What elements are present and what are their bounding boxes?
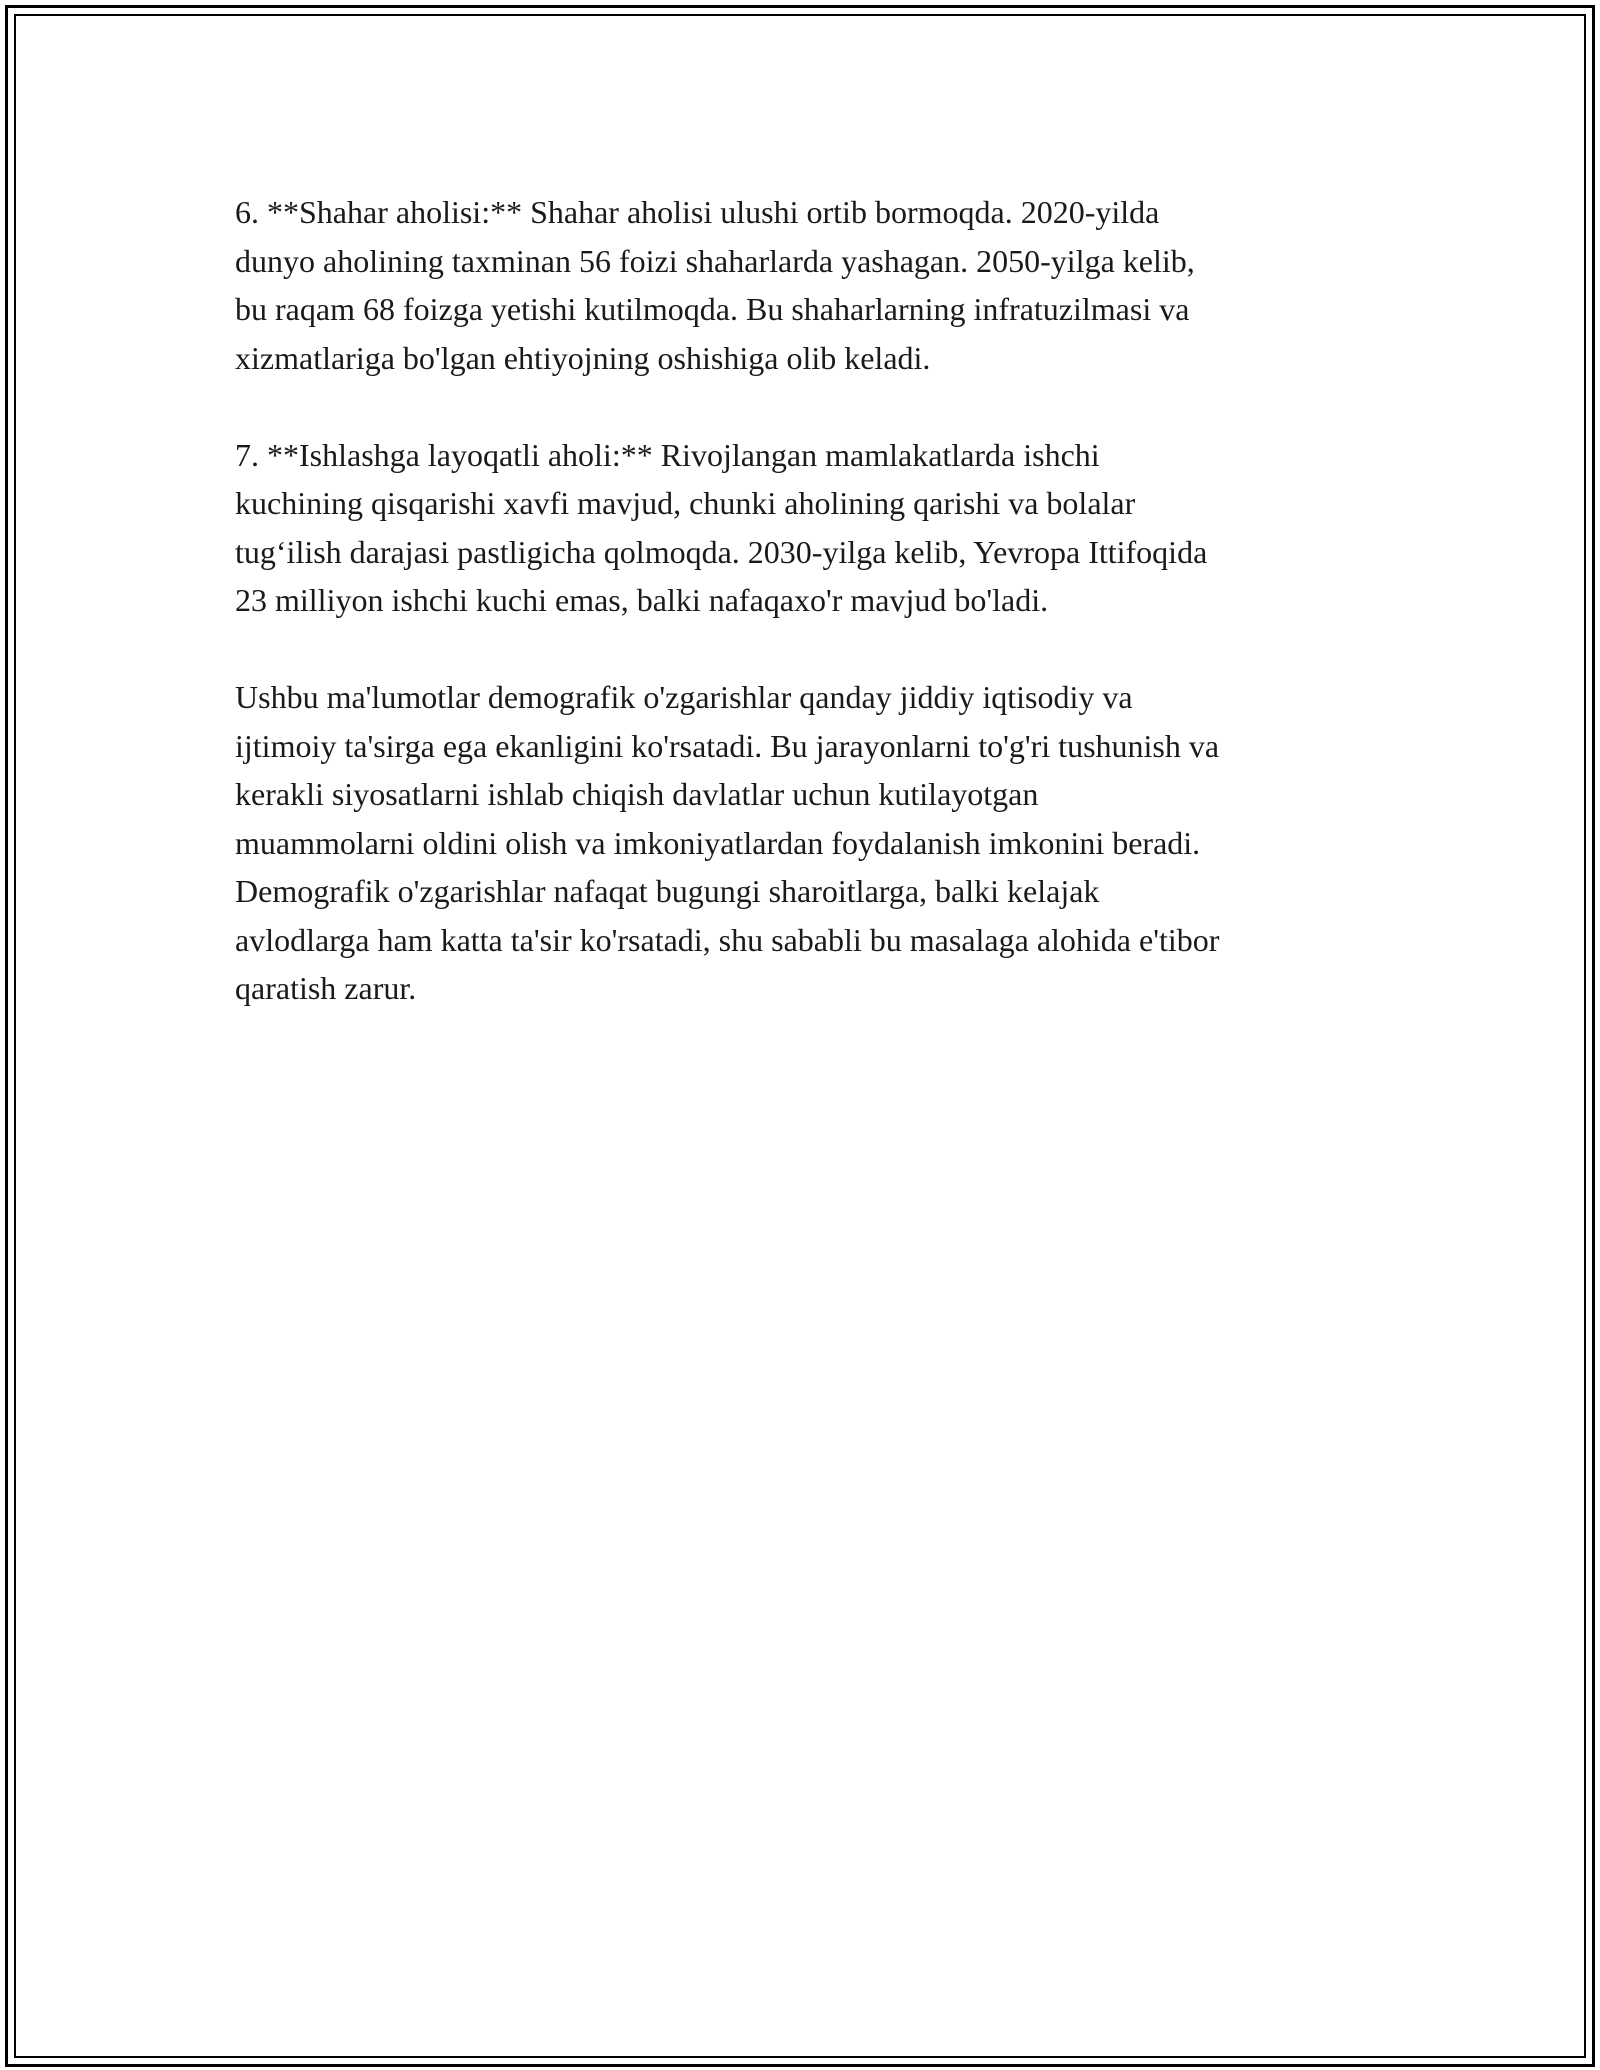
text-line: muammolarni oldini olish va imkoniyatlardan foydalanish imkonini beradi. (235, 824, 1201, 861)
text-line: 7. **Ishlashga layoqatli aholi:** Rivojlangan mamlakatlarda ishchi (235, 436, 1100, 473)
paragraph-working-age-population (235, 431, 1395, 625)
document-body (235, 188, 1395, 1013)
text-line: bu raqam 68 foizga yetishi kutilmoqda. Bu shaharlarning infratuzilmasi va (235, 291, 1190, 327)
text-line: kuchining qisqarishi xavfi mavjud, chunki aholining qarishi va bolalar (235, 485, 1136, 521)
text-line: xizmatlariga bo'lgan ehtiyojning oshishiga olib keladi. (235, 339, 931, 376)
paragraph-conclusion (235, 673, 1395, 1013)
text-line: qaratish zarur. (235, 970, 417, 1006)
paragraph-urban-population (235, 188, 1395, 382)
text-line: dunyo aholining taxminan 56 foizi shaharlarda yashagan. 2050-yilga kelib, (235, 242, 1195, 279)
text-line: kerakli siyosatlarni ishlab chiqish davlatlar uchun kutilayotgan (235, 776, 1039, 812)
text-line: 23 milliyon ishchi kuchi emas, balki nafaqaxo'r mavjud bo'ladi. (235, 582, 1049, 618)
text-line: tug‘ilish darajasi pastligicha qolmoqda. 2030-yilga kelib, Yevropa Ittifoqida (235, 533, 1208, 570)
text-line: 6. **Shahar aholisi:** Shahar aholisi ulushi ortib bormoqda. 2020-yilda (235, 194, 1160, 230)
text-line: avlodlarga ham katta ta'sir ko'rsatadi, shu sababli bu masalaga alohida e'tibor (235, 921, 1220, 958)
text-line: Demografik o'zgarishlar nafaqat bugungi sharoitlarga, balki kelajak (235, 873, 1100, 909)
text-line: ijtimoiy ta'sirga ega ekanligini ko'rsatadi. Bu jarayonlarni to'g'ri tushunish va (235, 727, 1220, 764)
text-line: Ushbu ma'lumotlar demografik o'zgarishlar qanday jiddiy iqtisodiy va (235, 679, 1133, 715)
